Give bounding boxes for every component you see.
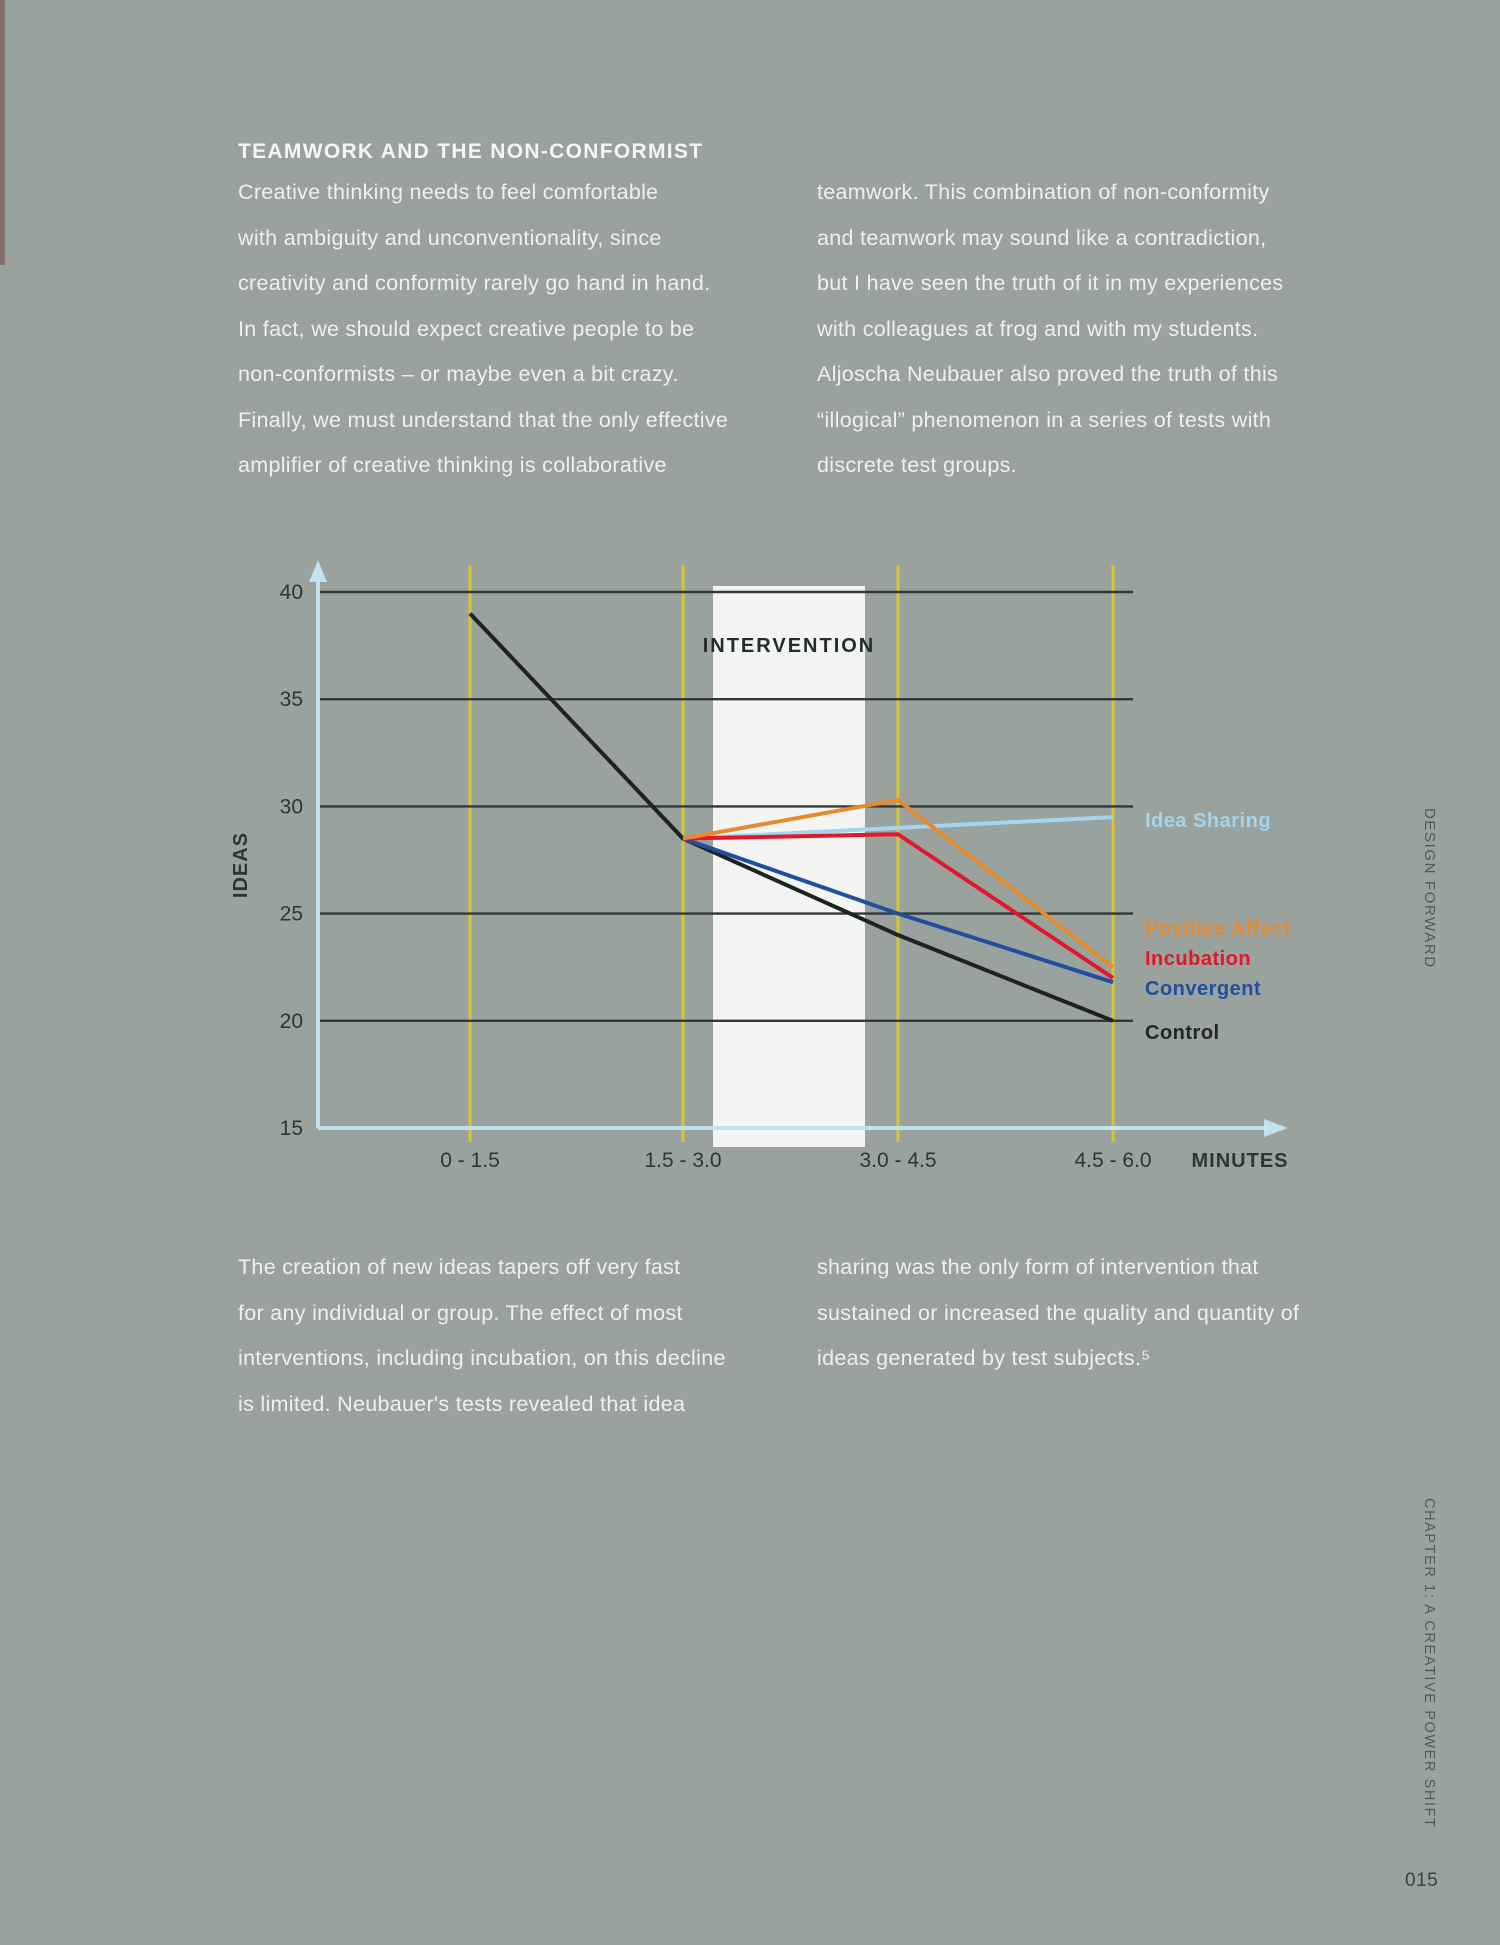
y-tick-label-20: 20 <box>279 1009 303 1033</box>
y-tick-label-15: 15 <box>279 1117 303 1140</box>
y-tick-label-25: 25 <box>279 902 303 926</box>
text-line: non-conformists – or maybe even a bit crazy. <box>238 362 679 386</box>
intro-paragraph-right-column <box>817 170 1283 489</box>
text-line: and teamwork may sound like a contradiction, <box>817 225 1267 250</box>
text-line: discrete test groups. <box>817 453 1017 477</box>
x-tick-label-0: 0 - 1.5 <box>440 1149 500 1172</box>
text-line: is limited. Neubauer's tests revealed that idea <box>238 1391 686 1416</box>
legend-label-idea-sharing: Idea Sharing <box>1145 810 1272 832</box>
text-line: Finally, we must understand that the only effective <box>238 407 729 432</box>
x-tick-label-1: 1.5 - 3.0 <box>644 1149 722 1172</box>
y-tick-label-40: 40 <box>279 581 303 604</box>
text-line: creativity and conformity rarely go hand in hand. <box>238 271 711 295</box>
text-line: ideas generated by test subjects.⁵ <box>817 1346 1151 1370</box>
text-line: amplifier of creative thinking is collaborative <box>238 453 667 477</box>
outro-paragraph-left-column <box>238 1245 726 1427</box>
y-tick-label-35: 35 <box>279 688 303 712</box>
x-tick-label-3: 4.5 - 6.0 <box>1074 1149 1152 1172</box>
chart-canvas <box>0 540 1500 1220</box>
text-line: sustained or increased the quality and quantity of <box>817 1300 1300 1325</box>
intervention-label: INTERVENTION <box>702 635 876 657</box>
text-line: Creative thinking needs to feel comfortable <box>238 180 659 204</box>
text-line: Aljoscha Neubauer also proved the truth of this <box>817 362 1279 386</box>
y-axis-title: IDEAS <box>230 831 252 899</box>
text-line: but I have seen the truth of it in my experiences <box>817 271 1284 295</box>
x-tick-label-2: 3.0 - 4.5 <box>859 1149 937 1172</box>
y-tick-label-30: 30 <box>279 795 303 819</box>
x-axis-arrow <box>1264 1119 1288 1137</box>
outro-paragraph-right-column <box>817 1245 1299 1382</box>
legend-label-incubation: Incubation <box>1145 948 1252 970</box>
intervention-band <box>713 586 865 1147</box>
section-heading: TEAMWORK AND THE NON-CONFORMIST <box>238 140 704 163</box>
text-line: teamwork. This combination of non-conformity <box>817 180 1270 204</box>
chapter-title-sidebar: CHAPTER 1: A CREATIVE POWER SHIFT <box>1421 1498 1437 1829</box>
text-line: The creation of new ideas tapers off very fast <box>238 1255 681 1279</box>
y-axis-arrow <box>309 560 327 582</box>
legend-label-control: Control <box>1145 1022 1220 1044</box>
text-line: In fact, we should expect creative people to be <box>238 316 695 341</box>
text-line: “illogical” phenomenon in a series of tests with <box>817 407 1272 432</box>
page-edge-shadow <box>0 0 5 265</box>
text-line: sharing was the only form of intervention that <box>817 1255 1259 1279</box>
x-axis-title: MINUTES <box>1191 1150 1289 1172</box>
page-number: 015 <box>1405 1870 1439 1891</box>
book-title-sidebar: DESIGN FORWARD <box>1421 808 1438 969</box>
ideas-vs-minutes-chart <box>0 540 1500 1220</box>
intro-paragraph-left-column <box>238 170 728 489</box>
text-line: with ambiguity and unconventionality, since <box>238 225 662 250</box>
legend-label-convergent: Convergent <box>1145 978 1262 1000</box>
text-line: interventions, including incubation, on this decline <box>238 1346 726 1370</box>
text-line: for any individual or group. The effect of most <box>238 1300 683 1325</box>
legend-label-positive-affect: Positive Affect <box>1145 918 1291 940</box>
text-line: with colleagues at frog and with my students. <box>817 316 1259 341</box>
